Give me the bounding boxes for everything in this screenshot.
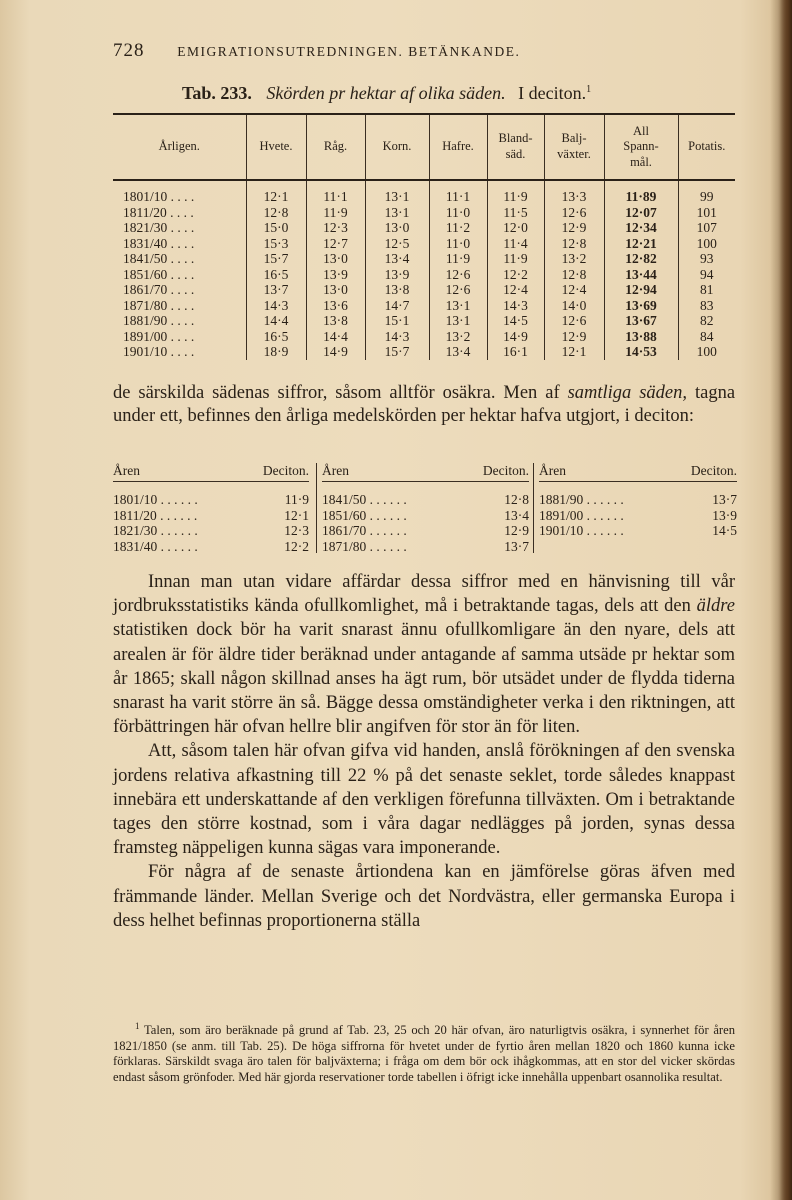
table-row — [113, 282, 735, 298]
value-cell: 13·88 — [604, 329, 678, 345]
period-cell: 1851/60 . . . . . . — [322, 507, 407, 523]
table-row — [539, 508, 737, 524]
footnote-mark: 1 — [135, 1021, 140, 1031]
table-row — [113, 539, 309, 555]
value-cell: 13·3 — [544, 180, 604, 205]
period-cell: 1841/50 . . . . . . — [322, 492, 407, 507]
value-cell: 12·21 — [604, 236, 678, 252]
para1-line2: tagna under ett, befinnes den årliga medelskörden per hektar — [113, 383, 736, 426]
value-cell: 12·1 — [284, 507, 309, 523]
average-table-column — [322, 463, 529, 554]
header-deciton: Deciton. — [482, 463, 529, 478]
value-cell: 13·0 — [365, 220, 429, 236]
value-cell: 11·9 — [306, 205, 365, 221]
table-row — [113, 267, 735, 283]
value-cell: 15·1 — [365, 313, 429, 329]
value-cell: 12·0 — [487, 220, 544, 236]
period-cell: 1881/90 . . . . . . — [539, 492, 624, 507]
value-cell: 16·5 — [246, 267, 306, 283]
header-deciton: Deciton. — [690, 463, 737, 478]
table-row — [113, 492, 309, 508]
para1-line3: hafva utgjort, i deciton: — [520, 406, 695, 426]
paragraph-intro — [113, 382, 735, 428]
value-cell: 12·2 — [284, 538, 309, 554]
value-cell: 14·3 — [246, 298, 306, 314]
value-cell: 12·8 — [544, 236, 604, 252]
table-row — [113, 236, 735, 252]
column-header: Årligen. — [158, 139, 200, 154]
value-cell: 101 — [678, 205, 735, 221]
value-cell: 13·4 — [504, 507, 529, 523]
value-cell: 12·7 — [306, 236, 365, 252]
value-cell: 13·6 — [306, 298, 365, 314]
value-cell: 82 — [678, 313, 735, 329]
value-cell: 12·9 — [544, 329, 604, 345]
para1-line1: de särskilda sädenas siffror, såsom alltför osäkra. Men af — [113, 383, 560, 403]
period-cell: 1821/30 . . . . . . — [113, 523, 198, 538]
table-header-row — [113, 115, 735, 180]
period-cell: 1871/80 . . . . — [123, 297, 195, 313]
value-cell: 12·6 — [429, 282, 487, 298]
table-row — [113, 508, 309, 524]
average-table-column — [113, 463, 309, 554]
value-cell: 84 — [678, 329, 735, 345]
value-cell: 100 — [678, 344, 735, 360]
value-cell: 18·9 — [246, 344, 306, 360]
value-cell: 12·2 — [487, 267, 544, 283]
value-cell: 11·0 — [429, 205, 487, 221]
value-cell: 16·5 — [246, 329, 306, 345]
value-cell: 11·5 — [487, 205, 544, 221]
value-cell: 14·3 — [487, 298, 544, 314]
value-cell: 15·3 — [246, 236, 306, 252]
value-cell: 15·7 — [246, 251, 306, 267]
value-cell: 13·1 — [429, 298, 487, 314]
book-spine-shadow — [770, 0, 792, 1200]
column-header: Korn. — [365, 115, 429, 180]
value-cell: 12·4 — [487, 282, 544, 298]
average-table-header — [113, 463, 309, 482]
value-cell: 12·5 — [365, 236, 429, 252]
value-cell: 12·9 — [544, 220, 604, 236]
table-row — [113, 298, 735, 314]
average-table-column — [539, 463, 737, 539]
column-header: Hafre. — [429, 115, 487, 180]
value-cell: 12·6 — [544, 313, 604, 329]
value-cell: 12·6 — [544, 205, 604, 221]
table-caption: Skörden pr hektar af olika säden. — [266, 83, 506, 103]
table-row — [322, 492, 529, 508]
value-cell: 13·44 — [604, 267, 678, 283]
value-cell: 11·2 — [429, 220, 487, 236]
value-cell: 13·2 — [429, 329, 487, 345]
value-cell: 11·4 — [487, 236, 544, 252]
period-cell: 1821/30 . . . . — [123, 220, 195, 235]
value-cell: 12·4 — [544, 282, 604, 298]
period-cell: 1801/10 . . . . — [123, 189, 195, 204]
table-row — [539, 523, 737, 539]
value-cell: 11·1 — [429, 180, 487, 205]
value-cell: 15·7 — [365, 344, 429, 360]
value-cell: 13·0 — [306, 251, 365, 267]
table-row — [113, 313, 735, 329]
column-header: Potatis. — [678, 115, 735, 180]
period-cell: 1801/10 . . . . . . — [113, 492, 198, 507]
table-title — [182, 83, 591, 104]
period-cell: 1871/80 . . . . . . — [322, 538, 407, 554]
value-cell: 14·3 — [365, 329, 429, 345]
value-cell: 12·3 — [284, 523, 309, 538]
value-cell: 13·1 — [365, 205, 429, 221]
column-header: Bland- säd. — [487, 115, 544, 180]
period-cell: 1811/20 . . . . — [123, 204, 194, 220]
table-row — [113, 205, 735, 221]
value-cell: 93 — [678, 251, 735, 267]
period-cell: 1831/40 . . . . — [123, 235, 195, 251]
value-cell: 13·8 — [306, 313, 365, 329]
value-cell: 12·34 — [604, 220, 678, 236]
para1-emph2: säden, — [639, 383, 688, 403]
table-row — [113, 220, 735, 236]
column-header: Balj- växter. — [544, 115, 604, 180]
value-cell: 13·8 — [365, 282, 429, 298]
header-years: Åren — [322, 463, 349, 478]
table-label: Tab. 233. — [182, 83, 252, 103]
value-cell: 14·4 — [246, 313, 306, 329]
table-row — [113, 329, 735, 345]
value-cell: 13·0 — [306, 282, 365, 298]
column-header: Råg. — [306, 115, 365, 180]
average-table-header — [322, 463, 529, 482]
value-cell: 13·2 — [544, 251, 604, 267]
value-cell: 14·9 — [487, 329, 544, 345]
value-cell: 12·6 — [429, 267, 487, 283]
value-cell: 11·89 — [604, 180, 678, 205]
value-cell: 12·1 — [544, 344, 604, 360]
value-cell: 13·4 — [429, 344, 487, 360]
value-cell: 12·3 — [306, 220, 365, 236]
body-paragraph-1 — [113, 570, 735, 739]
table-row — [113, 344, 735, 360]
value-cell: 12·94 — [604, 282, 678, 298]
footnote — [113, 1019, 735, 1086]
body-p1-emph: äldre — [696, 596, 736, 617]
column-header: Hvete. — [246, 115, 306, 180]
value-cell: 14·7 — [365, 298, 429, 314]
value-cell: 11·9 — [429, 251, 487, 267]
value-cell: 12·07 — [604, 205, 678, 221]
value-cell: 13·7 — [712, 492, 737, 507]
table-row — [322, 523, 529, 539]
value-cell: 13·7 — [246, 282, 306, 298]
value-cell: 12·8 — [504, 492, 529, 507]
value-cell: 14·5 — [712, 523, 737, 538]
column-header: All Spann- mål. — [604, 115, 678, 180]
period-cell: 1901/10 . . . . . . — [539, 523, 624, 538]
footnote-ref: 1 — [586, 84, 592, 95]
period-cell: 1861/70 . . . . . . — [322, 523, 407, 538]
value-cell: 107 — [678, 220, 735, 236]
page-number: 728 — [113, 40, 145, 61]
value-cell: 13·4 — [365, 251, 429, 267]
period-cell: 1881/90 . . . . — [123, 313, 195, 328]
table-row — [539, 492, 737, 508]
value-cell: 13·1 — [365, 180, 429, 205]
period-cell: 1831/40 . . . . . . — [113, 538, 198, 554]
table-row — [113, 251, 735, 267]
body-p1-part-b: statistiken dock bör ha varit snarast ännu ofullkomligare än den nyare, dels att arealen är för äldre tider beräknad under antagande af samma utsäde pr hektar som år 1865; skall någon skillnad anses ha ägt rum, bör utsädet under de flydda tiderna snarast ha varit större än så. Bägge dessa omständigheter verka i den riktningen, att förbättringen här ofvan hellre blir angifven för stor än för liten. — [113, 620, 735, 738]
page-header — [113, 40, 733, 62]
value-cell: 14·5 — [487, 313, 544, 329]
value-cell: 12·1 — [246, 180, 306, 205]
value-cell: 11·9 — [487, 180, 544, 205]
period-cell: 1841/50 . . . . — [123, 251, 195, 266]
para1-emph1: samtliga — [567, 383, 632, 403]
value-cell: 13·1 — [429, 313, 487, 329]
value-cell: 12·8 — [246, 205, 306, 221]
value-cell: 100 — [678, 236, 735, 252]
table-row — [322, 539, 529, 555]
value-cell: 11·9 — [487, 251, 544, 267]
value-cell: 14·4 — [306, 329, 365, 345]
value-cell: 11·1 — [306, 180, 365, 205]
value-cell: 16·1 — [487, 344, 544, 360]
value-cell: 13·9 — [365, 267, 429, 283]
header-years: Åren — [113, 463, 140, 478]
value-cell: 99 — [678, 180, 735, 205]
running-title: EMIGRATIONSUTREDNINGEN. BETÄNKANDE. — [177, 44, 521, 59]
value-cell: 83 — [678, 298, 735, 314]
body-paragraph-3: För några af de senaste årtiondena kan en jämförelse göras äfven med främmande länder. Mellan Sverige och det Nordvästra, eller germanska Europa i dess helhet befinnas proportionerna ställa — [113, 862, 735, 931]
value-cell: 14·0 — [544, 298, 604, 314]
header-years: Åren — [539, 463, 566, 478]
body-p1-part-a: Innan man utan vidare affärdar dessa siffror med en hänvisning till vår jordbruksstatistiks kända ofullkomlighet, må i betraktande tagas, dels att den — [113, 572, 735, 617]
value-cell: 13·7 — [504, 538, 529, 554]
value-cell: 81 — [678, 282, 735, 298]
column-divider — [316, 463, 317, 553]
period-cell: 1851/60 . . . . — [123, 266, 195, 282]
header-deciton: Deciton. — [262, 463, 309, 478]
period-cell: 1891/00 . . . . — [123, 328, 195, 344]
body-text — [113, 570, 735, 933]
column-divider — [533, 463, 534, 553]
yield-table — [113, 113, 735, 360]
value-cell: 14·9 — [306, 344, 365, 360]
table-row — [113, 180, 735, 205]
table-unit: I deciton. — [518, 83, 587, 103]
value-cell: 12·9 — [504, 523, 529, 538]
value-cell: 12·8 — [544, 267, 604, 283]
period-cell: 1901/10 . . . . — [123, 344, 195, 359]
value-cell: 13·67 — [604, 313, 678, 329]
period-cell: 1861/70 . . . . — [123, 282, 195, 297]
value-cell: 12·82 — [604, 251, 678, 267]
footnote-text: Talen, som äro beräknade på grund af Tab. 23, 25 och 20 här ofvan, äro naturligtvis osäkra, i synnerhet för åren 1821/1850 (se anm. till Tab. 25). De höga siffrorna för hvetet under de fyrtio åren mellan 1820 och 1860 kunna icke förklaras. Särskildt svaga äro talen för baljväxterna; i fråga om dem bör ock ihågkommas, att en stor del vicker skördas endast såsom grönfoder. Med här gjorda reservationer torde tabellen i öfrigt icke innehålla uppenbart osannolika resultat. — [113, 1023, 736, 1084]
average-table-header — [539, 463, 737, 482]
value-cell: 14·53 — [604, 344, 678, 360]
period-cell: 1891/00 . . . . . . — [539, 507, 624, 523]
table-row — [322, 508, 529, 524]
value-cell: 94 — [678, 267, 735, 283]
body-paragraph-2: Att, såsom talen här ofvan gifva vid handen, anslå förökningen af den svenska jordens relativa afkastning till 22 % på det senaste seklet, torde således knappast innebära ett underskattande af den verkligen förefunna tillväxten. Om i betraktande tages den större kostnad, som i våra dagar nedlägges på jorden, synas dessa framsteg näppeligen kunna sägas vara imponerande. — [113, 741, 735, 859]
value-cell: 13·9 — [712, 507, 737, 523]
value-cell: 13·9 — [306, 267, 365, 283]
period-cell: 1811/20 . . . . . . — [113, 507, 198, 523]
value-cell: 15·0 — [246, 220, 306, 236]
value-cell: 11·0 — [429, 236, 487, 252]
value-cell: 11·9 — [284, 492, 309, 507]
table-row — [113, 523, 309, 539]
value-cell: 13·69 — [604, 298, 678, 314]
